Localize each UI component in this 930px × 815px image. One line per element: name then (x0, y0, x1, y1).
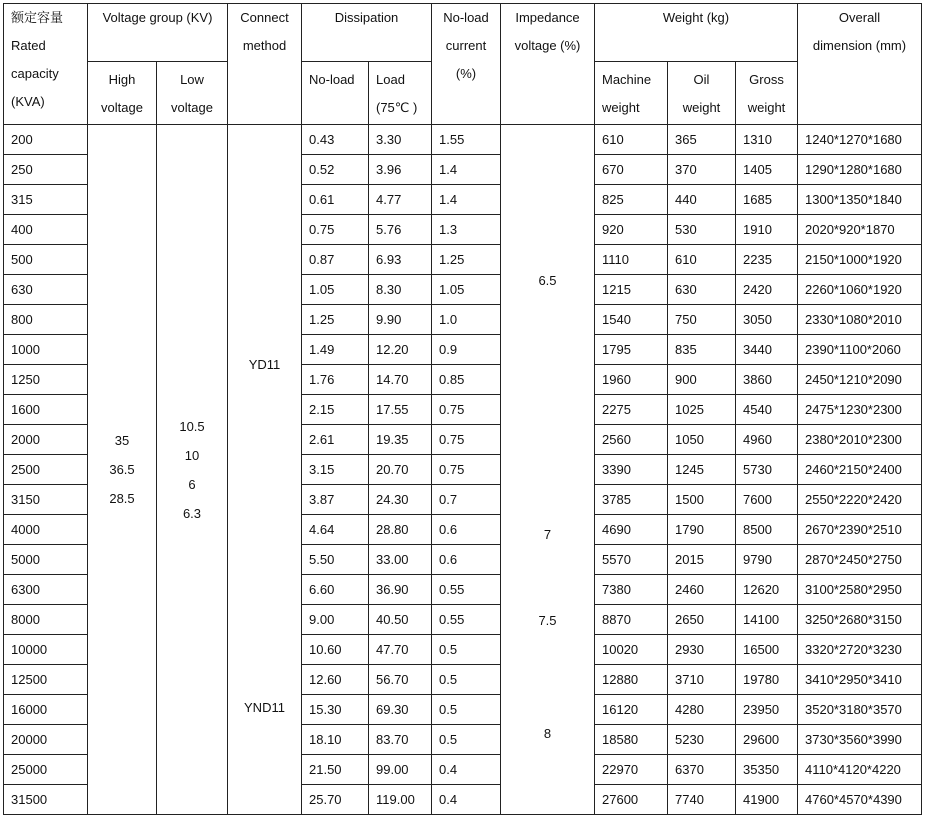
load-cell: 33.00 (369, 545, 432, 575)
header-load-line: Load (376, 72, 405, 87)
load-cell: 40.50 (369, 605, 432, 635)
header-connect-line: method (242, 38, 287, 53)
header-current-line: No-load (443, 10, 489, 25)
no-load-cell: 2.61 (302, 425, 369, 455)
gross-weight-cell: 3050 (736, 305, 798, 335)
load-cell: 56.70 (369, 665, 432, 695)
dimension-cell: 2020*920*1870 (798, 215, 922, 245)
low-voltage-cell-value: 10.5 (179, 418, 205, 434)
no-load-current-cell: 0.6 (432, 515, 501, 545)
oil-weight-cell: 2460 (668, 575, 736, 605)
connect-method-cell (228, 125, 302, 815)
machine-weight-cell: 610 (595, 125, 668, 155)
header-rated-capacity (4, 4, 88, 125)
high-voltage-cell-value: 35 (114, 433, 130, 448)
capacity-cell: 5000 (4, 545, 88, 575)
oil-weight-cell: 2650 (668, 605, 736, 635)
oil-weight-cell: 1500 (668, 485, 736, 515)
capacity-cell: 500 (4, 245, 88, 275)
header-current-line: current (445, 38, 487, 53)
oil-weight-cell: 7740 (668, 785, 736, 815)
dimension-cell: 1300*1350*1840 (798, 185, 922, 215)
capacity-cell: 1250 (4, 365, 88, 395)
oil-weight-cell: 1245 (668, 455, 736, 485)
oil-weight-cell: 2930 (668, 635, 736, 665)
header-oil-line: Oil (693, 72, 710, 87)
capacity-cell: 4000 (4, 515, 88, 545)
gross-weight-cell: 2420 (736, 275, 798, 305)
no-load-cell: 15.30 (302, 695, 369, 725)
no-load-current-cell: 0.55 (432, 605, 501, 635)
no-load-current-cell: 0.4 (432, 785, 501, 815)
oil-weight-cell: 610 (668, 245, 736, 275)
header-no-load-current (432, 4, 501, 125)
dimension-cell: 3730*3560*3990 (798, 725, 922, 755)
load-cell: 36.90 (369, 575, 432, 605)
gross-weight-cell: 5730 (736, 455, 798, 485)
machine-weight-cell: 1110 (595, 245, 668, 275)
dimension-cell: 1240*1270*1680 (798, 125, 922, 155)
no-load-cell: 1.49 (302, 335, 369, 365)
high-voltage-cell-value: 36.5 (109, 462, 135, 477)
header-row-1 (4, 4, 922, 62)
gross-weight-cell: 4960 (736, 425, 798, 455)
gross-weight-cell: 3860 (736, 365, 798, 395)
capacity-cell: 1600 (4, 395, 88, 425)
capacity-cell: 16000 (4, 695, 88, 725)
oil-weight-cell: 630 (668, 275, 736, 305)
low-voltage-cell (157, 125, 228, 815)
load-cell: 3.30 (369, 125, 432, 155)
header-low-voltage-line: Low (180, 72, 204, 87)
gross-weight-cell: 19780 (736, 665, 798, 695)
no-load-cell: 21.50 (302, 755, 369, 785)
no-load-cell: 4.64 (302, 515, 369, 545)
load-cell: 14.70 (369, 365, 432, 395)
header-overall-line: dimension (mm) (812, 38, 907, 53)
no-load-current-cell: 0.7 (432, 485, 501, 515)
machine-weight-cell: 18580 (595, 725, 668, 755)
no-load-current-cell: 1.4 (432, 185, 501, 215)
capacity-cell: 2000 (4, 425, 88, 455)
no-load-cell: 9.00 (302, 605, 369, 635)
no-load-current-cell: 1.55 (432, 125, 501, 155)
dimension-cell: 2390*1100*2060 (798, 335, 922, 365)
dimension-cell: 2150*1000*1920 (798, 245, 922, 275)
capacity-cell: 630 (4, 275, 88, 305)
header-high-voltage-line: High (108, 72, 136, 87)
oil-weight-cell: 4280 (668, 695, 736, 725)
transformer-spec-table (3, 3, 922, 815)
no-load-current-cell: 0.55 (432, 575, 501, 605)
oil-weight-cell: 6370 (668, 755, 736, 785)
no-load-cell: 25.70 (302, 785, 369, 815)
header-machine-line: weight (602, 100, 640, 115)
load-cell: 83.70 (369, 725, 432, 755)
header-voltage-group (88, 4, 228, 62)
header-impedance-voltage (501, 4, 595, 125)
oil-weight-cell: 1790 (668, 515, 736, 545)
no-load-current-cell: 1.0 (432, 305, 501, 335)
oil-weight-cell: 3710 (668, 665, 736, 695)
gross-weight-cell: 41900 (736, 785, 798, 815)
no-load-current-cell: 0.5 (432, 695, 501, 725)
header-oil-weight (668, 62, 736, 125)
gross-weight-cell: 1310 (736, 125, 798, 155)
header-capacity-line: (KVA) (11, 94, 45, 109)
header-overall-dimension (798, 4, 922, 125)
no-load-current-cell: 1.25 (432, 245, 501, 275)
gross-weight-cell: 9790 (736, 545, 798, 575)
machine-weight-cell: 10020 (595, 635, 668, 665)
gross-weight-cell: 1685 (736, 185, 798, 215)
no-load-cell: 3.15 (302, 455, 369, 485)
capacity-cell: 10000 (4, 635, 88, 665)
capacity-cell: 20000 (4, 725, 88, 755)
header-dissipation-label: Dissipation (334, 10, 399, 25)
header-low-voltage-line: voltage (171, 100, 213, 115)
header-no-load (302, 62, 369, 125)
capacity-cell: 800 (4, 305, 88, 335)
header-capacity-line: capacity (11, 66, 59, 81)
oil-weight-cell: 530 (668, 215, 736, 245)
oil-weight-cell: 1025 (668, 395, 736, 425)
table-row (4, 125, 922, 155)
header-machine-weight (595, 62, 668, 125)
header-overall-line: Overall (838, 10, 881, 25)
machine-weight-cell: 4690 (595, 515, 668, 545)
header-capacity-line: 额定容量 (11, 10, 64, 25)
header-weight (595, 4, 798, 62)
impedance-cell (501, 125, 595, 815)
header-load (369, 62, 432, 125)
gross-weight-cell: 29600 (736, 725, 798, 755)
header-high-voltage-line: voltage (101, 100, 143, 115)
header-connect-line: Connect (240, 10, 289, 25)
oil-weight-cell: 370 (668, 155, 736, 185)
load-cell: 47.70 (369, 635, 432, 665)
dimension-cell: 4760*4570*4390 (798, 785, 922, 815)
gross-weight-cell: 14100 (736, 605, 798, 635)
oil-weight-cell: 750 (668, 305, 736, 335)
oil-weight-cell: 365 (668, 125, 736, 155)
dimension-cell: 1290*1280*1680 (798, 155, 922, 185)
no-load-cell: 1.05 (302, 275, 369, 305)
no-load-cell: 0.43 (302, 125, 369, 155)
oil-weight-cell: 900 (668, 365, 736, 395)
header-connect-method (228, 4, 302, 125)
header-oil-line: weight (682, 100, 721, 115)
oil-weight-cell: 440 (668, 185, 736, 215)
capacity-cell: 400 (4, 215, 88, 245)
no-load-cell: 12.60 (302, 665, 369, 695)
header-machine-line: Machine (602, 72, 652, 87)
oil-weight-cell: 1050 (668, 425, 736, 455)
gross-weight-cell: 7600 (736, 485, 798, 515)
machine-weight-cell: 1795 (595, 335, 668, 365)
no-load-current-cell: 1.4 (432, 155, 501, 185)
capacity-cell: 2500 (4, 455, 88, 485)
load-cell: 99.00 (369, 755, 432, 785)
machine-weight-cell: 3785 (595, 485, 668, 515)
impedance-value: 8 (543, 726, 552, 741)
dimension-cell: 2330*1080*2010 (798, 305, 922, 335)
no-load-cell: 0.75 (302, 215, 369, 245)
header-gross-line: weight (747, 100, 786, 115)
dimension-cell: 3520*3180*3570 (798, 695, 922, 725)
no-load-cell: 2.15 (302, 395, 369, 425)
capacity-cell: 12500 (4, 665, 88, 695)
capacity-cell: 250 (4, 155, 88, 185)
oil-weight-cell: 2015 (668, 545, 736, 575)
dimension-cell: 2460*2150*2400 (798, 455, 922, 485)
load-cell: 17.55 (369, 395, 432, 425)
load-cell: 3.96 (369, 155, 432, 185)
dimension-cell: 2870*2450*2750 (798, 545, 922, 575)
load-cell: 12.20 (369, 335, 432, 365)
header-current-line: (%) (455, 66, 477, 81)
gross-weight-cell: 12620 (736, 575, 798, 605)
header-high-voltage (88, 62, 157, 125)
load-cell: 24.30 (369, 485, 432, 515)
load-cell: 8.30 (369, 275, 432, 305)
load-cell: 69.30 (369, 695, 432, 725)
capacity-cell: 25000 (4, 755, 88, 785)
high-voltage-cell-value: 28.5 (109, 491, 135, 506)
header-gross-line: Gross (749, 72, 784, 87)
no-load-current-cell: 0.85 (432, 365, 501, 395)
dimension-cell: 2670*2390*2510 (798, 515, 922, 545)
no-load-current-cell: 0.75 (432, 425, 501, 455)
no-load-cell: 5.50 (302, 545, 369, 575)
no-load-current-cell: 0.5 (432, 725, 501, 755)
header-impedance-line: voltage (%) (514, 38, 581, 53)
machine-weight-cell: 12880 (595, 665, 668, 695)
gross-weight-cell: 23950 (736, 695, 798, 725)
machine-weight-cell: 2275 (595, 395, 668, 425)
header-voltage-group-label: Voltage group (KV) (102, 10, 213, 25)
machine-weight-cell: 27600 (595, 785, 668, 815)
no-load-cell: 3.87 (302, 485, 369, 515)
load-cell: 9.90 (369, 305, 432, 335)
no-load-current-cell: 1.05 (432, 275, 501, 305)
dimension-cell: 2550*2220*2420 (798, 485, 922, 515)
machine-weight-cell: 1540 (595, 305, 668, 335)
machine-weight-cell: 1960 (595, 365, 668, 395)
oil-weight-cell: 5230 (668, 725, 736, 755)
header-weight-label: Weight (kg) (662, 10, 730, 25)
no-load-current-cell: 0.4 (432, 755, 501, 785)
no-load-cell: 1.25 (302, 305, 369, 335)
header-impedance-line: Impedance (515, 10, 580, 25)
gross-weight-cell: 2235 (736, 245, 798, 275)
gross-weight-cell: 1910 (736, 215, 798, 245)
gross-weight-cell: 8500 (736, 515, 798, 545)
no-load-current-cell: 0.9 (432, 335, 501, 365)
capacity-cell: 6300 (4, 575, 88, 605)
machine-weight-cell: 670 (595, 155, 668, 185)
no-load-current-cell: 0.75 (432, 395, 501, 425)
gross-weight-cell: 1405 (736, 155, 798, 185)
dimension-cell: 2475*1230*2300 (798, 395, 922, 425)
dimension-cell: 4110*4120*4220 (798, 755, 922, 785)
dimension-cell: 3100*2580*2950 (798, 575, 922, 605)
machine-weight-cell: 22970 (595, 755, 668, 785)
machine-weight-cell: 8870 (595, 605, 668, 635)
gross-weight-cell: 16500 (736, 635, 798, 665)
no-load-cell: 0.52 (302, 155, 369, 185)
dimension-cell: 2380*2010*2300 (798, 425, 922, 455)
dimension-cell: 2450*1210*2090 (798, 365, 922, 395)
load-cell: 19.35 (369, 425, 432, 455)
no-load-current-cell: 1.3 (432, 215, 501, 245)
machine-weight-cell: 16120 (595, 695, 668, 725)
machine-weight-cell: 920 (595, 215, 668, 245)
dimension-cell: 2260*1060*1920 (798, 275, 922, 305)
capacity-cell: 31500 (4, 785, 88, 815)
dimension-cell: 3250*2680*3150 (798, 605, 922, 635)
no-load-cell: 6.60 (302, 575, 369, 605)
dimension-cell: 3410*2950*3410 (798, 665, 922, 695)
header-gross-weight (736, 62, 798, 125)
capacity-cell: 1000 (4, 335, 88, 365)
load-cell: 4.77 (369, 185, 432, 215)
gross-weight-cell: 3440 (736, 335, 798, 365)
impedance-value: 6.5 (538, 273, 557, 288)
oil-weight-cell: 835 (668, 335, 736, 365)
load-cell: 5.76 (369, 215, 432, 245)
header-load-line: (75℃ ) (376, 100, 418, 115)
gross-weight-cell: 4540 (736, 395, 798, 425)
header-capacity-line: Rated (11, 38, 46, 53)
load-cell: 20.70 (369, 455, 432, 485)
machine-weight-cell: 5570 (595, 545, 668, 575)
no-load-cell: 1.76 (302, 365, 369, 395)
high-voltage-cell (88, 125, 157, 815)
load-cell: 28.80 (369, 515, 432, 545)
load-cell: 6.93 (369, 245, 432, 275)
capacity-cell: 315 (4, 185, 88, 215)
machine-weight-cell: 3390 (595, 455, 668, 485)
capacity-cell: 3150 (4, 485, 88, 515)
no-load-current-cell: 0.5 (432, 665, 501, 695)
capacity-cell: 200 (4, 125, 88, 155)
header-no-load-label: No-load (309, 72, 355, 87)
impedance-value: 7 (543, 527, 552, 542)
gross-weight-cell: 35350 (736, 755, 798, 785)
no-load-current-cell: 0.5 (432, 635, 501, 665)
no-load-current-cell: 0.75 (432, 455, 501, 485)
machine-weight-cell: 2560 (595, 425, 668, 455)
header-dissipation (302, 4, 432, 62)
low-voltage-cell-value: 10 (184, 447, 200, 463)
capacity-cell: 8000 (4, 605, 88, 635)
dimension-cell: 3320*2720*3230 (798, 635, 922, 665)
no-load-cell: 18.10 (302, 725, 369, 755)
connect-ynd11: YND11 (244, 700, 285, 715)
machine-weight-cell: 7380 (595, 575, 668, 605)
no-load-cell: 0.87 (302, 245, 369, 275)
no-load-cell: 0.61 (302, 185, 369, 215)
no-load-cell: 10.60 (302, 635, 369, 665)
impedance-value: 7.5 (538, 613, 557, 628)
machine-weight-cell: 1215 (595, 275, 668, 305)
header-low-voltage (157, 62, 228, 125)
low-voltage-cell-value: 6 (188, 476, 196, 492)
connect-yd11: YD11 (248, 357, 281, 372)
low-voltage-cell-value: 6.3 (182, 505, 202, 521)
load-cell: 119.00 (369, 785, 432, 815)
no-load-current-cell: 0.6 (432, 545, 501, 575)
machine-weight-cell: 825 (595, 185, 668, 215)
